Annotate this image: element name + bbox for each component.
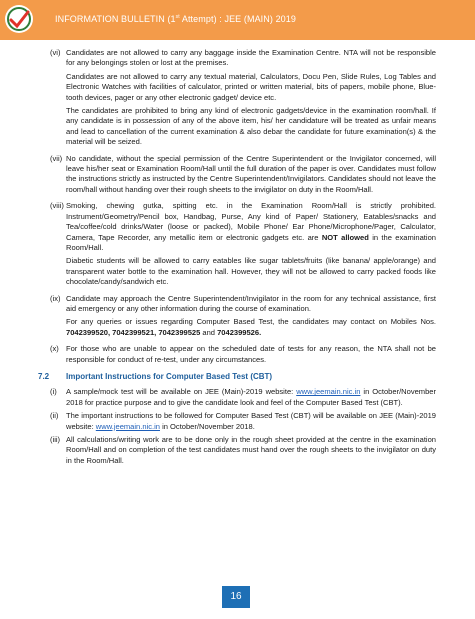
paragraph: All calculations/writing work are to be done only in the rough sheet provided at the centre in the examination Room/Hall and on completion of the test candidates must hand over the rough sheets to the invigilator on duty in the Room/Hall. bbox=[66, 435, 436, 465]
instruction-item-viii bbox=[44, 201, 436, 290]
paragraph: Smoking, chewing gutka, spitting etc. in the Examination Room/Hall is strictly prohibited. Instrument/Geometry/Pencil box, Handbag, Purse, Any kind of Paper/ Stationery, Eatables/snacks and Tea/coffee/cold drinks/Water (loose or packed), Mobile Phone/ Ear Phone/Microphone/Pager, Calculator, Camera, Tape Recorder, any metallic item or electronic gadgets etc. are NOT allowed in the examination Room/Hall. bbox=[66, 201, 436, 252]
item-number: (vi) bbox=[50, 48, 61, 57]
item-number: (iii) bbox=[50, 435, 61, 444]
item-number: (ii) bbox=[50, 411, 59, 421]
section-title: Important Instructions for Computer Based Test (CBT) bbox=[66, 371, 273, 381]
cbt-item-i bbox=[44, 387, 436, 411]
paragraph: Diabetic students will be allowed to carry eatables like sugar tablets/fruits (like banana/ apple/orange) and transparent water bottle to the examination hall. However, they will not be allowed to carry packed foods like chocolate/candy/sandwich etc. bbox=[66, 256, 436, 287]
item-number: (vii) bbox=[50, 153, 63, 163]
page-content bbox=[38, 48, 437, 469]
page-number-badge: 16 bbox=[222, 586, 250, 608]
paragraph: For any queries or issues regarding Computer Based Test, the candidates may contact on Mobiles Nos. 7042399520, 7042399521, 7042399525 and 7042399526. bbox=[66, 317, 436, 337]
paragraph: No candidate, without the special permission of the Centre Superintendent or the Invigilator concerned, will leave his/her seat or Examination Room/Hall until the full duration of the paper is over. Candidates must follow the instructions strictly as instructed by the Centre Superintendent/Invigilators. Candidates should not leave the room/hall without handing over their rough sheets to the invigilator on duty in the Room/Hall. bbox=[66, 153, 437, 194]
item-number: (i) bbox=[50, 387, 57, 397]
cbt-item-iii bbox=[44, 435, 436, 469]
instruction-item-ix bbox=[44, 294, 436, 342]
instruction-item-x bbox=[44, 344, 436, 368]
instruction-item-vi bbox=[44, 48, 436, 151]
item-number: (x) bbox=[50, 344, 59, 354]
bulletin-title: INFORMATION BULLETIN (1st Attempt) : JEE (MAIN) 2019 bbox=[55, 14, 296, 24]
paragraph: Candidates are not allowed to carry any baggage inside the Examination Centre. NTA will not be responsible for any belongings stolen or lost at the premises. bbox=[66, 48, 436, 68]
paragraph: For those who are unable to appear on the scheduled date of tests for any reason, the NTA shall not be responsible for conduct of re-test, under any circumstances. bbox=[66, 344, 436, 364]
item-number: (viii) bbox=[50, 201, 64, 211]
item-number: (ix) bbox=[50, 293, 61, 303]
paragraph: The candidates are prohibited to bring any kind of electronic gadgets/device in the examination room/hall. If any candidate is in possession of any of the above item, his/ her candidature will be treated as unfair means and lead to cancellation of the current examination & also debar the candidate for future examination(s) & the material will be seized. bbox=[66, 106, 436, 147]
paragraph: The important instructions to be followed for Computer Based Test (CBT) will be available on JEE (Main)-2019 website: www.jeemain.nic.in in October/November 2018. bbox=[66, 411, 436, 431]
header-bar bbox=[0, 0, 475, 40]
section-number: 7.2 bbox=[38, 371, 50, 381]
jeemain-website-link[interactable]: www.jeemain.nic.in bbox=[95, 421, 160, 431]
paragraph: A sample/mock test will be available on JEE (Main)-2019 website: www.jeemain.nic.in in October/November 2018 for practice purpose and to give the candidate look and feel of the Computer Based Test (CBT). bbox=[66, 387, 436, 407]
nta-logo-icon bbox=[4, 4, 34, 34]
paragraph: Candidate may approach the Centre Superintendent/Invigilator in the room for any technical assistance, first aid emergency or any other information during the course of examination. bbox=[66, 293, 436, 313]
jeemain-website-link[interactable]: www.jeemain.nic.in bbox=[296, 387, 361, 397]
cbt-item-ii bbox=[44, 411, 436, 435]
paragraph: Candidates are not allowed to carry any textual material, Calculators, Docu Pen, Slide Rules, Log Tables and Electronic Watches with facilities of calculator, printed or written material, bits of papers, mobile phone, Blue-tooth devices, pager or any other electronic gadget/ device etc. bbox=[66, 71, 436, 102]
instruction-item-vii bbox=[44, 154, 436, 199]
section-heading bbox=[38, 372, 436, 382]
